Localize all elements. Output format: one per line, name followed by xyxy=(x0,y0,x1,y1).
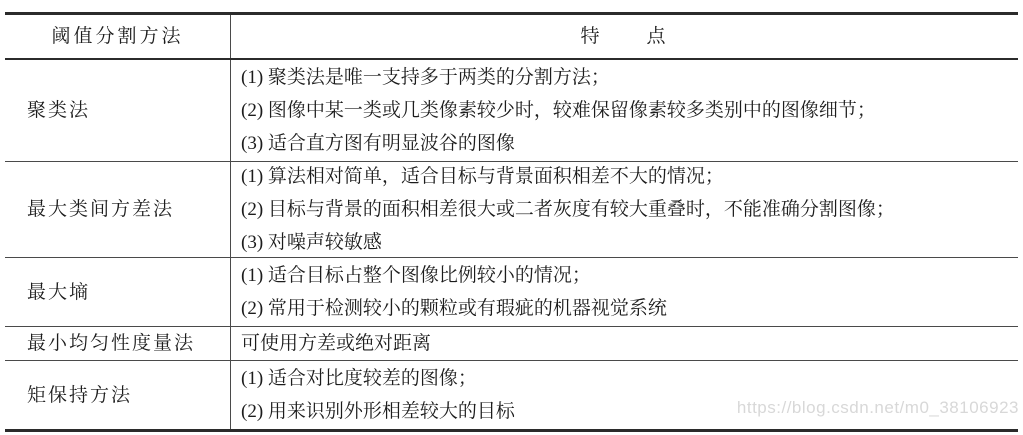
table-row-clustering xyxy=(5,60,1018,162)
feature-line: (2) 用来识别外形相差较大的目标 xyxy=(241,401,515,422)
features-cell xyxy=(231,327,1018,360)
csdn-watermark: https://blog.csdn.net/m0_38106923 xyxy=(736,398,1019,417)
feature-line: (1) 适合对比度较差的图像； xyxy=(241,368,477,389)
features-table xyxy=(5,12,1018,432)
features-cell xyxy=(231,162,1018,257)
feature-line: (1) 聚类法是唯一支持多于两类的分割方法； xyxy=(241,67,610,88)
feature-line: (2) 目标与背景的面积相差很大或二者灰度有较大重叠时，不能准确分割图像； xyxy=(241,199,895,220)
feature-line: 可使用方差或绝对距离 xyxy=(241,333,432,354)
feature-line: (3) 对噪声较敏感 xyxy=(241,232,382,253)
feature-line: (2) 图像中某一类或几类像素较少时，较难保留像素较多类别中的图像细节； xyxy=(241,100,876,121)
table-row-moment-preserving xyxy=(5,361,1018,429)
features-cell xyxy=(231,60,1018,161)
features-cell xyxy=(231,361,1018,429)
method-cell xyxy=(5,162,231,257)
table-row-min-uniformity xyxy=(5,327,1018,361)
feature-line: (3) 适合直方图有明显波谷的图像 xyxy=(241,133,515,154)
table-header-row xyxy=(5,15,1018,60)
table-row-otsu xyxy=(5,162,1018,258)
features-column-header-label: 特 点 xyxy=(580,26,669,47)
method-cell xyxy=(5,60,231,161)
feature-line: (2) 常用于检测较小的颗粒或有瑕疵的机器视觉系统 xyxy=(241,298,667,319)
method-label: 聚类法 xyxy=(27,100,91,121)
method-label: 最大类间方差法 xyxy=(27,199,175,220)
method-column-header xyxy=(5,15,231,58)
features-column-header xyxy=(231,15,1018,58)
method-label: 矩保持方法 xyxy=(27,384,133,406)
method-column-header-label: 阈值分割方法 xyxy=(51,26,184,47)
method-label: 最小均匀性度量法 xyxy=(27,333,196,354)
table-row-max-entropy xyxy=(5,258,1018,327)
method-cell xyxy=(5,258,231,326)
method-cell xyxy=(5,361,231,429)
feature-line: (1) 适合目标占整个图像比例较小的情况； xyxy=(241,265,591,286)
method-label: 最大墒 xyxy=(27,281,91,303)
features-cell xyxy=(231,258,1018,326)
feature-line: (1) 算法相对简单，适合目标与背景面积相差不大的情况； xyxy=(241,166,724,187)
method-cell xyxy=(5,327,231,360)
